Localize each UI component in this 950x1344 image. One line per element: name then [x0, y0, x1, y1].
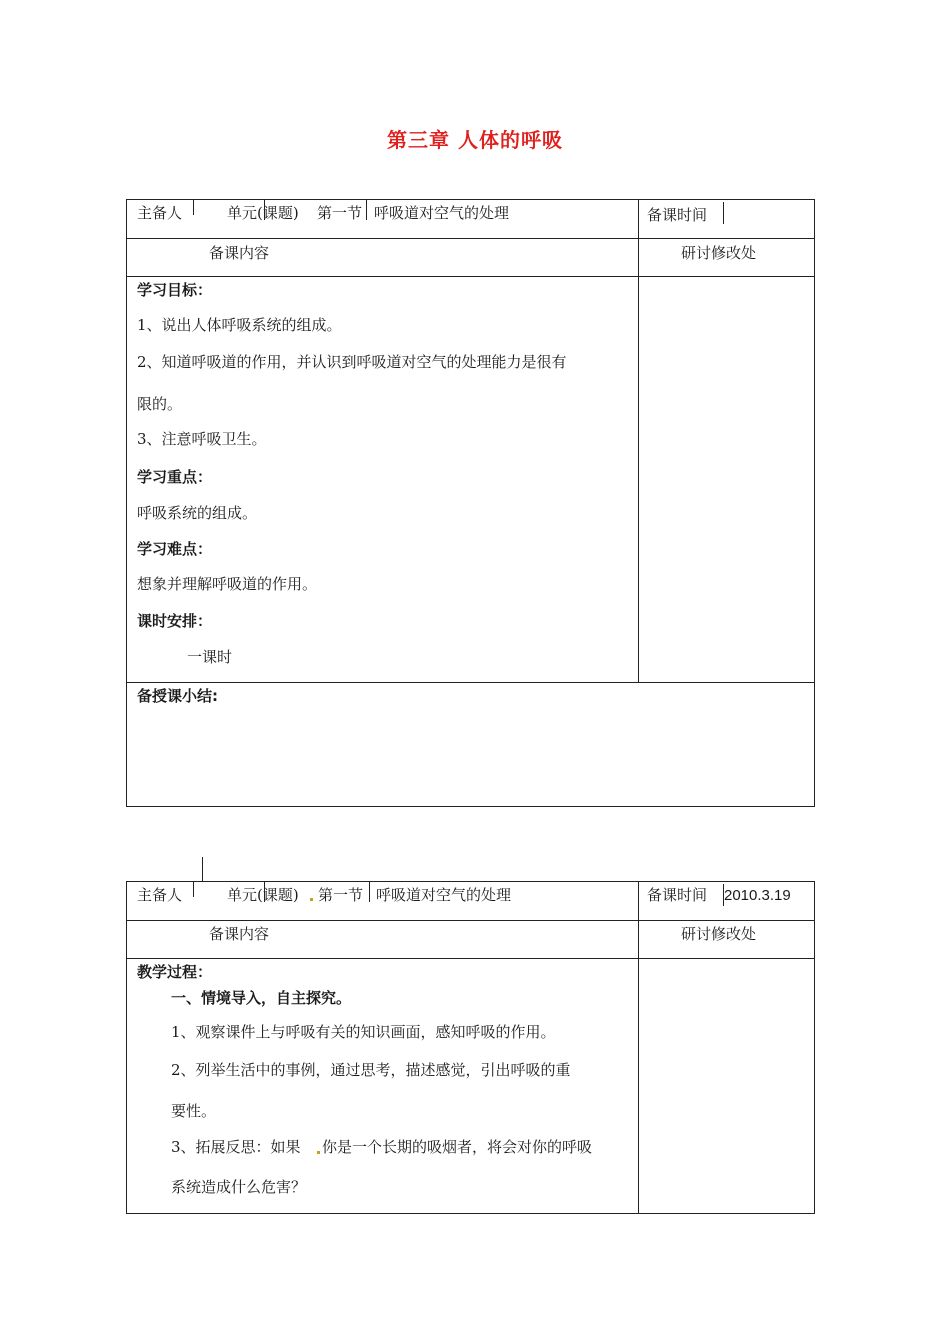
table-header-row: [127, 882, 814, 921]
table-body-row: [127, 277, 814, 683]
key-points-text: 呼吸系统的组成。: [137, 504, 258, 522]
text-cursor-mark: [193, 882, 194, 897]
revision-column-label: 研讨修改处: [681, 925, 757, 943]
section-label: 第一节: [318, 886, 364, 904]
summary-heading: 备授课小结:: [137, 687, 218, 705]
process-item: 你是一个长期的吸烟者，将会对你的呼吸: [322, 1138, 593, 1156]
goal-item: 3、注意呼吸卫生。: [137, 430, 267, 448]
text-cursor-mark: [369, 882, 370, 902]
goals-heading: 学习目标：: [137, 281, 213, 299]
lesson-title: 呼吸道对空气的处理: [376, 886, 512, 904]
prep-time-value: 2010.3.19: [724, 887, 791, 904]
text-cursor-mark: [193, 200, 194, 215]
process-heading: 教学过程：: [137, 963, 213, 981]
goal-item: 1、说出人体呼吸系统的组成。: [137, 316, 342, 334]
process-item: 2、列举生活中的事例，通过思考，描述感觉，引出呼吸的重: [171, 1061, 571, 1079]
schedule-text: 一课时: [187, 648, 233, 666]
text-cursor-mark: [723, 202, 724, 224]
schedule-heading: 课时安排：: [137, 612, 213, 630]
marker-dot: [317, 1151, 320, 1154]
preparer-label: 主备人: [137, 204, 183, 222]
table-header-row: [127, 200, 814, 239]
table-body-row: [127, 959, 814, 1213]
goal-item-continued: 限的。: [137, 395, 183, 413]
process-item-continued: 要性。: [171, 1102, 217, 1120]
text-cursor-mark: [202, 857, 203, 882]
key-points-heading: 学习重点：: [137, 468, 213, 486]
content-column-label: 备课内容: [209, 244, 270, 262]
prep-time-label: 备课时间: [647, 886, 708, 904]
difficulty-text: 想象并理解呼吸道的作用。: [137, 575, 318, 593]
marker-dot: [310, 898, 313, 901]
goal-item: 2、知道呼吸道的作用，并认识到呼吸道对空气的处理能力是很有: [137, 353, 567, 371]
lesson-plan-table-1: [126, 199, 815, 807]
document-title: 第三章 人体的呼吸: [387, 128, 563, 152]
part-heading: 一、情境导入，自主探究。: [171, 989, 352, 1007]
process-item: 3、拓展反思：如果: [171, 1138, 301, 1156]
revision-column-label: 研讨修改处: [681, 244, 757, 262]
preparer-label: 主备人: [137, 886, 183, 904]
text-cursor-mark: [264, 200, 265, 220]
content-column-label: 备课内容: [209, 925, 270, 943]
lesson-title: 呼吸道对空气的处理: [374, 204, 510, 222]
table-subheader-row: [127, 921, 814, 959]
text-cursor-mark: [366, 200, 367, 220]
text-cursor-mark: [264, 882, 265, 902]
table-summary-row: [127, 683, 814, 806]
difficulty-heading: 学习难点：: [137, 540, 213, 558]
process-item: 1、观察课件上与呼吸有关的知识画面，感知呼吸的作用。: [171, 1023, 556, 1041]
unit-label: 单元(课题): [227, 886, 299, 904]
lesson-plan-table-2: [126, 881, 815, 1214]
process-item-continued: 系统造成什么危害？: [171, 1178, 307, 1196]
unit-label: 单元(课题): [227, 204, 299, 222]
section-label: 第一节: [317, 204, 363, 222]
table-subheader-row: [127, 239, 814, 277]
prep-time-label: 备课时间: [647, 206, 708, 224]
